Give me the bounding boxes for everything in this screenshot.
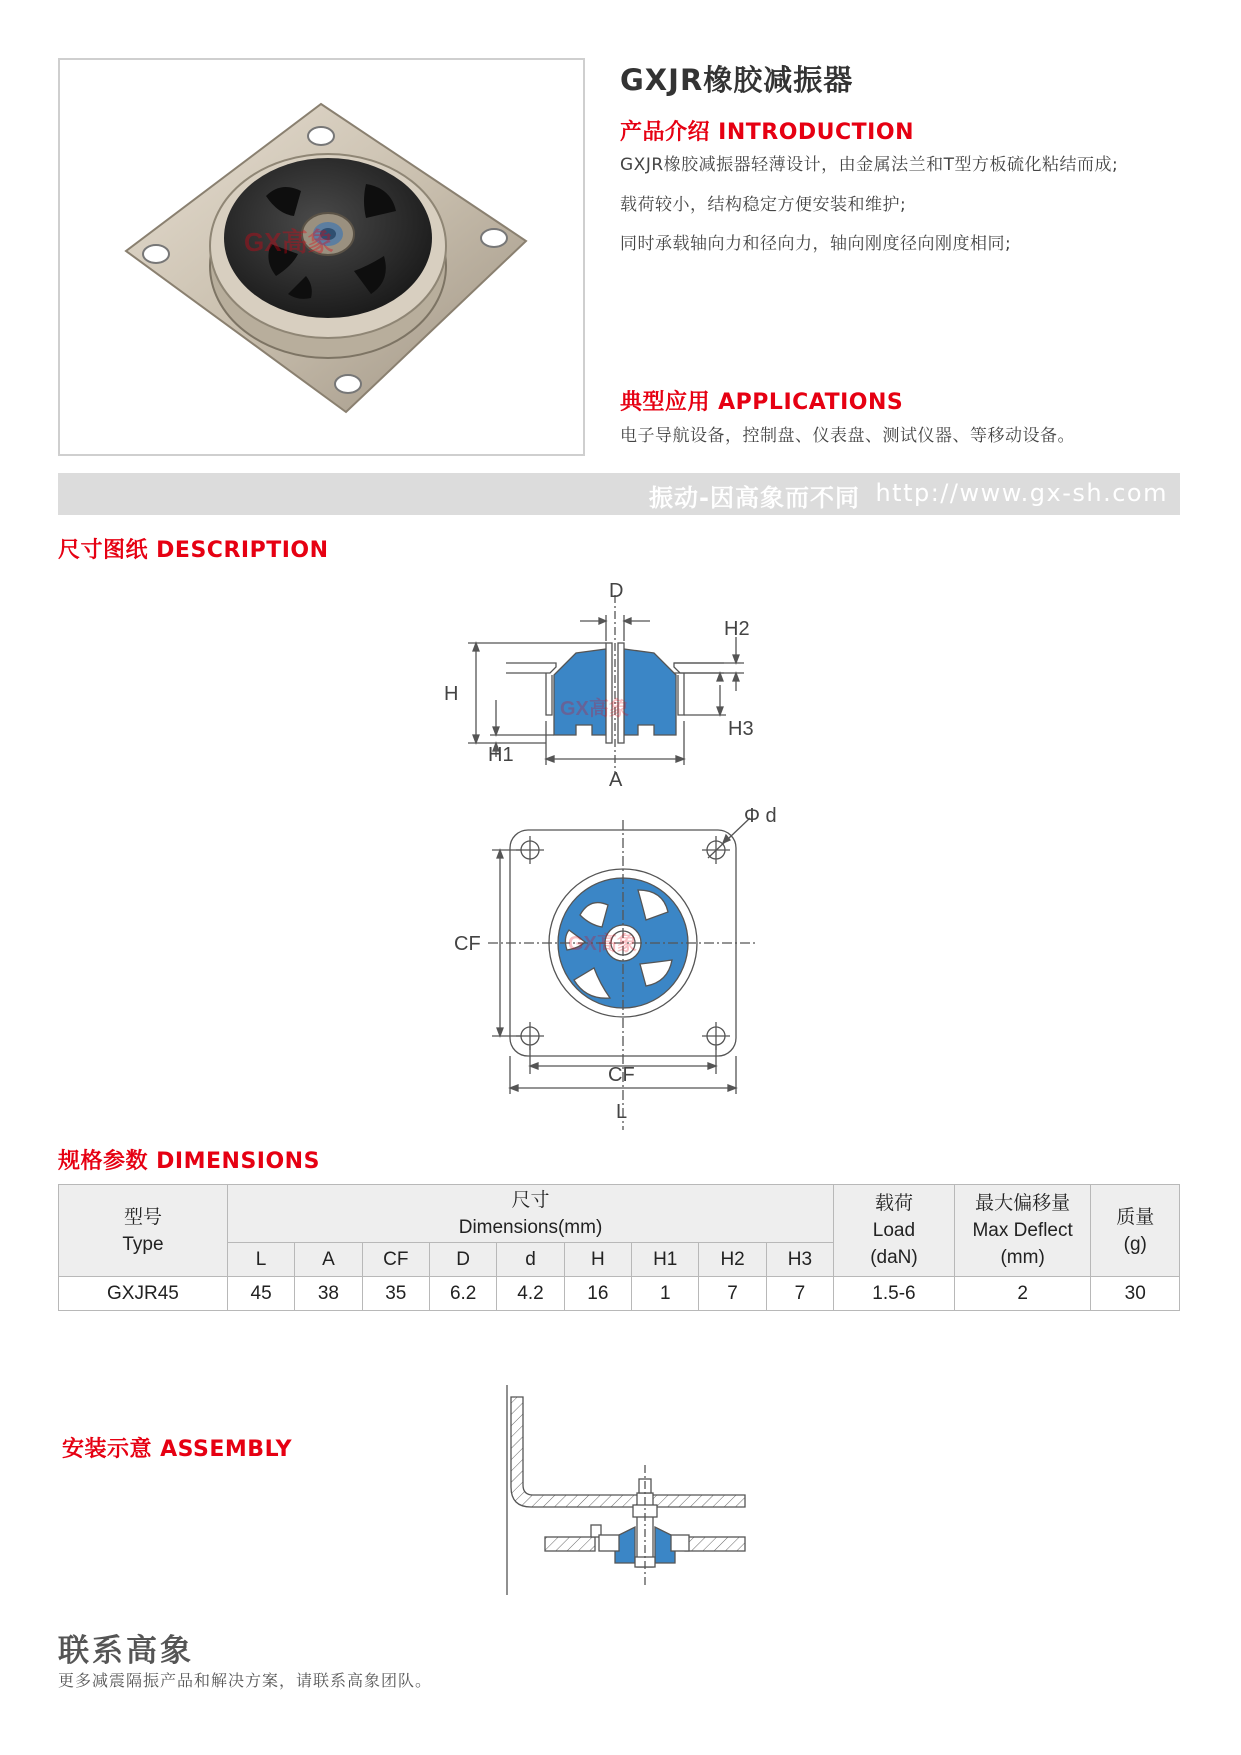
slogan-bar xyxy=(58,473,1180,515)
intro-line-2: 载荷较小，结构稳定方便安装和维护; xyxy=(620,195,907,215)
cell-type: GXJR45 xyxy=(59,1277,228,1311)
cell-H1: 1 xyxy=(632,1277,699,1311)
applications-text: 电子导航设备，控制盘、仪表盘、测试仪器、等移动设备。 xyxy=(620,426,1075,446)
product-photo-frame xyxy=(58,58,585,456)
label-H: H xyxy=(444,683,459,705)
cell-L: 45 xyxy=(227,1277,294,1311)
label-L: L xyxy=(616,1101,628,1123)
side-section-drawing xyxy=(430,575,800,795)
col-D: D xyxy=(429,1243,496,1277)
cell-mass: 30 xyxy=(1091,1277,1180,1311)
dimensions-table xyxy=(58,1184,1180,1311)
col-H2: H2 xyxy=(699,1243,766,1277)
assembly-drawing xyxy=(495,1385,755,1595)
label-phi-d: Φ d xyxy=(744,805,777,827)
applications-heading: 典型应用 APPLICATIONS xyxy=(620,390,904,415)
topview-watermark: GX高象 xyxy=(568,933,637,955)
slogan-text: 振动-因高象而不同 xyxy=(649,484,860,512)
col-L: L xyxy=(227,1243,294,1277)
label-H3: H3 xyxy=(728,718,754,740)
col-H3: H3 xyxy=(766,1243,833,1277)
col-CF: CF xyxy=(362,1243,429,1277)
website-link[interactable]: http://www.gx-sh.com xyxy=(875,479,1168,507)
intro-line-1: GXJR橡胶减振器轻薄设计，由金属法兰和T型方板硫化粘结而成; xyxy=(620,155,1119,175)
cell-D: 6.2 xyxy=(429,1277,496,1311)
cell-H2: 7 xyxy=(699,1277,766,1311)
mass-header: 质量 (g) xyxy=(1091,1185,1180,1277)
label-CF-vertical: CF xyxy=(454,933,481,955)
introduction-heading: 产品介绍 INTRODUCTION xyxy=(620,120,914,145)
cell-H3: 7 xyxy=(766,1277,833,1311)
intro-line-3: 同时承载轴向力和径向力，轴向刚度径向刚度相同; xyxy=(620,234,1012,254)
col-d: d xyxy=(497,1243,564,1277)
contact-subtitle: 更多减震隔振产品和解决方案，请联系高象团队。 xyxy=(58,1671,433,1690)
type-header: 型号 Type xyxy=(59,1185,228,1277)
dimensions-header: 尺寸 Dimensions(mm) xyxy=(227,1185,833,1243)
cell-load: 1.5-6 xyxy=(834,1277,955,1311)
cell-A: 38 xyxy=(295,1277,362,1311)
product-photo xyxy=(66,66,577,448)
cell-CF: 35 xyxy=(362,1277,429,1311)
col-H1: H1 xyxy=(632,1243,699,1277)
product-title: GXJR橡胶减振器 xyxy=(620,63,854,97)
drawing-watermark: GX高象 xyxy=(560,698,629,720)
col-H: H xyxy=(564,1243,631,1277)
load-header: 载荷 Load (daN) xyxy=(834,1185,955,1277)
top-view-drawing xyxy=(440,800,800,1130)
label-D: D xyxy=(609,580,624,602)
cell-deflect: 2 xyxy=(954,1277,1091,1311)
photo-watermark: GX高象 xyxy=(244,227,334,257)
contact-title: 联系高象 xyxy=(58,1633,194,1669)
label-A: A xyxy=(609,769,623,791)
dimensions-heading: 规格参数 DIMENSIONS xyxy=(58,1149,320,1174)
description-heading: 尺寸图纸 DESCRIPTION xyxy=(58,538,329,563)
assembly-heading: 安装示意 ASSEMBLY xyxy=(62,1437,293,1462)
table-row xyxy=(59,1277,1180,1311)
label-H1: H1 xyxy=(488,744,514,766)
deflect-header: 最大偏移量 Max Deflect (mm) xyxy=(954,1185,1091,1277)
cell-d: 4.2 xyxy=(497,1277,564,1311)
cell-H: 16 xyxy=(564,1277,631,1311)
col-A: A xyxy=(295,1243,362,1277)
label-H2: H2 xyxy=(724,618,750,640)
label-CF-horizontal: CF xyxy=(608,1064,635,1086)
